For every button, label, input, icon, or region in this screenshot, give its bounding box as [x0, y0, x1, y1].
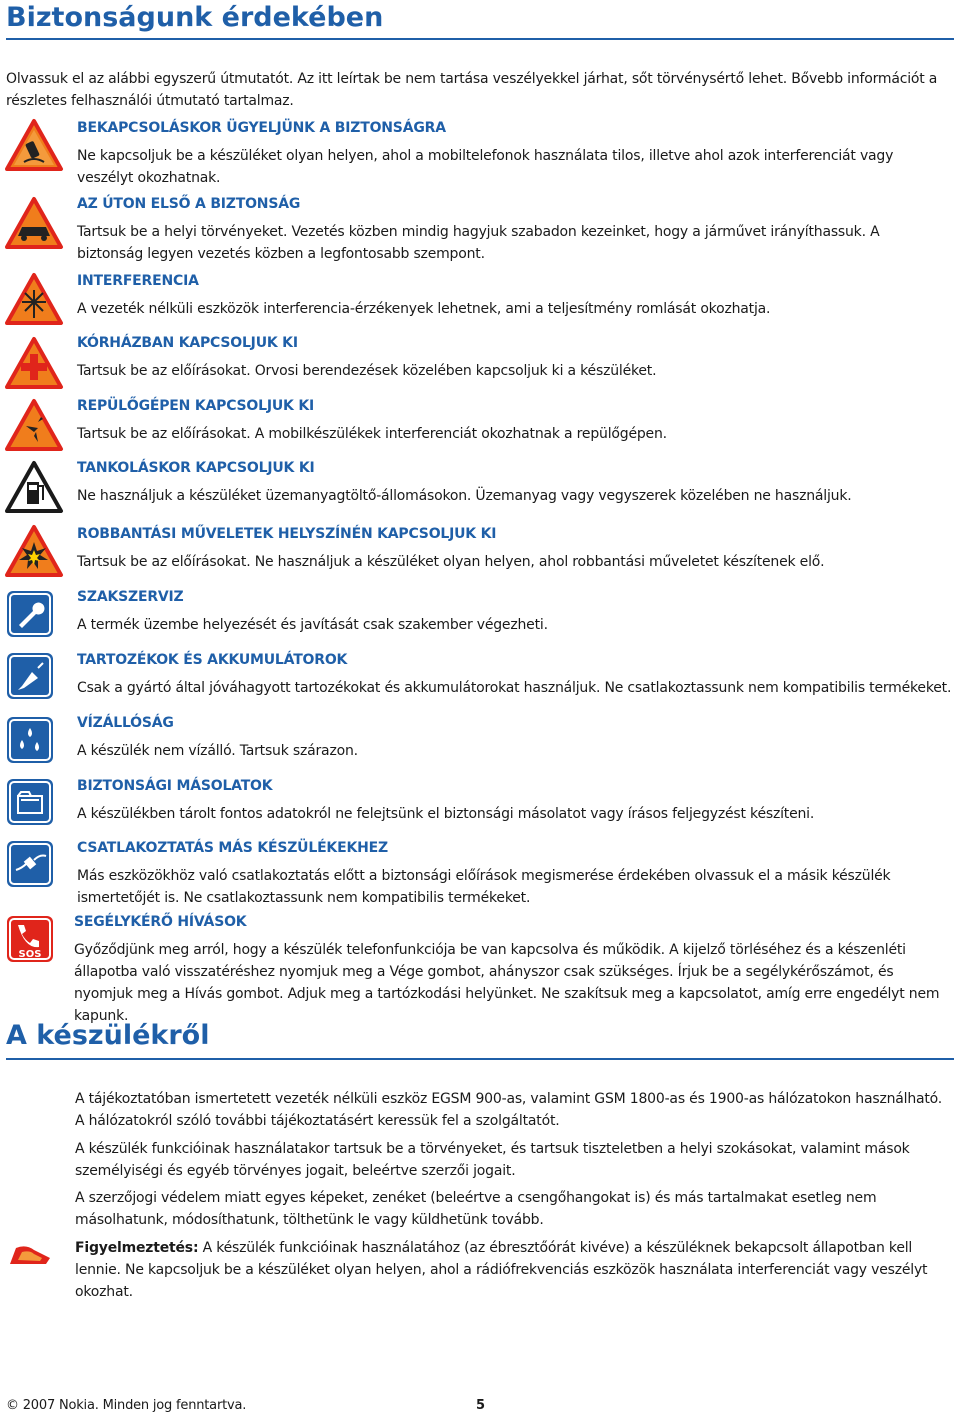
title-divider: [6, 38, 954, 40]
airplane-warning-icon: [4, 398, 64, 452]
item-text: Tartsuk be az előírásokat. A mobilkészülékek interferenciát okozhatnak a repülőgépen.: [77, 426, 667, 442]
item-heading: KÓRHÁZBAN KAPCSOLJUK KI: [77, 335, 298, 351]
section-title: A készülékről: [6, 1020, 210, 1051]
connector-icon: [6, 840, 54, 888]
fuel-pump-warning-icon: [4, 460, 64, 514]
item-heading: TARTOZÉKOK ÉS AKKUMULÁTOROK: [77, 652, 348, 668]
item-text: A vezeték nélküli eszközök interferencia-érzékenyek lehetnek, ami a teljesítmény romlását okozhatja.: [77, 301, 771, 317]
item-text: A készülék nem vízálló. Tartsuk szárazon.: [77, 743, 358, 759]
warning-label: Figyelmeztetés:: [75, 1240, 199, 1256]
item-text: Ne kapcsoljuk be a készüléket olyan helyen, ahol a mobiltelefonok használata tilos, illetve ahol azok interferenciát vagy veszélyt okozhatnak.: [77, 148, 894, 186]
page-number: 5: [476, 1398, 485, 1413]
car-warning-icon: [4, 196, 64, 250]
page-title: Biztonságunk érdekében: [6, 2, 384, 33]
about-paragraph-3: A szerzőjogi védelem miatt egyes képeket, zenéket (beleértve a csengőhangokat is) és más tartalmakat esetleg nem másolhatunk, módosíthatunk, tölthetünk le vagy küldhetünk tovább.: [75, 1190, 877, 1228]
item-text: A készülékben tárolt fontos adatokról ne felejtsünk el biztonsági másolatot vagy írásos feljegyzést készíteni.: [77, 806, 815, 822]
intro-paragraph: Olvassuk el az alábbi egyszerű útmutatót. Az itt leírtak be nem tartása veszélyekkel járhat, sőt törvénysértő lehet. Bővebb információt a részletes felhasználói útmutató tartalmaz.: [6, 71, 938, 109]
item-heading: REPÜLŐGÉPEN KAPCSOLJUK KI: [77, 398, 315, 414]
item-heading: CSATLAKOZTATÁS MÁS KÉSZÜLÉKEKHEZ: [77, 840, 388, 856]
about-paragraph-1: A tájékoztatóban ismertetett vezeték nélküli eszköz EGSM 900-as, valamint GSM 1800-as és 1900-as hálózatokon használható. A hálózatokról szóló további tájékoztatásért keressük fel a szolgáltatót.: [75, 1091, 943, 1129]
item-heading: SEGÉLYKÉRŐ HÍVÁSOK: [74, 914, 247, 930]
item-text: Csak a gyártó által jóváhagyott tartozékokat és akkumulátorokat használjuk. Ne csatlakoztassunk nem kompatibilis termékeket.: [77, 680, 952, 696]
warning-text: A készülék funkcióinak használatához (az ébresztőórát kivéve) a készüléknek bekapcsolt állapotban kell lennie. Ne kapcsoljuk be a készüléket olyan helyen, ahol a rádiófrekvenciás eszközök használata interferenciát vagy veszélyt okozhat.: [75, 1240, 928, 1300]
item-text: Tartsuk be a helyi törvényeket. Vezetés közben mindig hagyjuk szabadon kezeinket, hogy a járművet irányíthassuk. A biztonság legyen vezetés közben a legfontosabb szempont.: [77, 224, 880, 262]
wrench-icon: [6, 590, 54, 638]
warning-paragraph: [75, 1237, 955, 1303]
warning-hand-icon: [6, 1240, 56, 1270]
explosion-warning-icon: [4, 524, 64, 578]
item-heading: BIZTONSÁGI MÁSOLATOK: [77, 778, 273, 794]
item-text: Tartsuk be az előírásokat. Ne használjuk a készüléket olyan helyen, ahol robbantási műveletet készítenek elő.: [77, 554, 825, 570]
item-heading: BEKAPCSOLÁSKOR ÜGYELJÜNK A BIZTONSÁGRA: [77, 120, 446, 136]
sos-phone-icon: [6, 915, 54, 963]
item-heading: VÍZÁLLÓSÁG: [77, 715, 174, 731]
item-text: Más eszközökhöz való csatlakoztatás előtt a biztonsági előírások megismerése érdekében olvassuk el a másik készülék ismertetőjét is. Ne csatlakoztassunk nem kompatibilis termékeket.: [77, 868, 891, 906]
item-text: Ne használjuk a készüléket üzemanyagtöltő-állomásokon. Üzemanyag vagy vegyszerek közelében ne használjuk.: [77, 488, 852, 504]
footer-copyright: © 2007 Nokia. Minden jog fenntartva.: [6, 1398, 247, 1413]
item-heading: SZAKSZERVIZ: [77, 589, 184, 605]
section-divider: [6, 1058, 954, 1060]
about-paragraph-2: A készülék funkcióinak használatakor tartsuk be a törvényeket, és tartsuk tiszteletben a helyi szokásokat, valamint mások személyiségi és egyéb törvényes jogait, beleértve szerzői jogait.: [75, 1141, 910, 1179]
item-text: A termék üzembe helyezését és javítását csak szakember végezheti.: [77, 617, 548, 633]
item-heading: INTERFERENCIA: [77, 273, 199, 289]
hospital-cross-icon: [4, 336, 64, 390]
item-text: Győződjünk meg arról, hogy a készülék telefonfunkciója be van kapcsolva és működik. A kijelző törléséhez és a készenléti állapotba való visszatéréshez nyomjuk meg a Vége gombot, ahányszor csak szükséges. Írjuk be a segélykérőszámot, és nyomjuk meg a Hívás gombot. Adjuk meg a tartózkodási helyünket. Ne szakítsuk meg a kapcsolatot, amíg erre engedélyt nem kapunk.: [74, 942, 940, 1024]
item-heading: TANKOLÁSKOR KAPCSOLJUK KI: [77, 460, 315, 476]
plug-accessory-icon: [6, 652, 54, 700]
backup-folder-icon: [6, 778, 54, 826]
item-heading: ROBBANTÁSI MŰVELETEK HELYSZÍNÉN KAPCSOLJUK KI: [77, 526, 497, 542]
item-text: Tartsuk be az előírásokat. Orvosi berendezések közelében kapcsoljuk ki a készüléket.: [77, 363, 657, 379]
water-drops-icon: [6, 716, 54, 764]
interference-warning-icon: [4, 272, 64, 326]
phone-on-warning-icon: [4, 118, 64, 172]
item-heading: AZ ÚTON ELSŐ A BIZTONSÁG: [77, 196, 301, 212]
svg-text:SOS: SOS: [18, 949, 42, 960]
